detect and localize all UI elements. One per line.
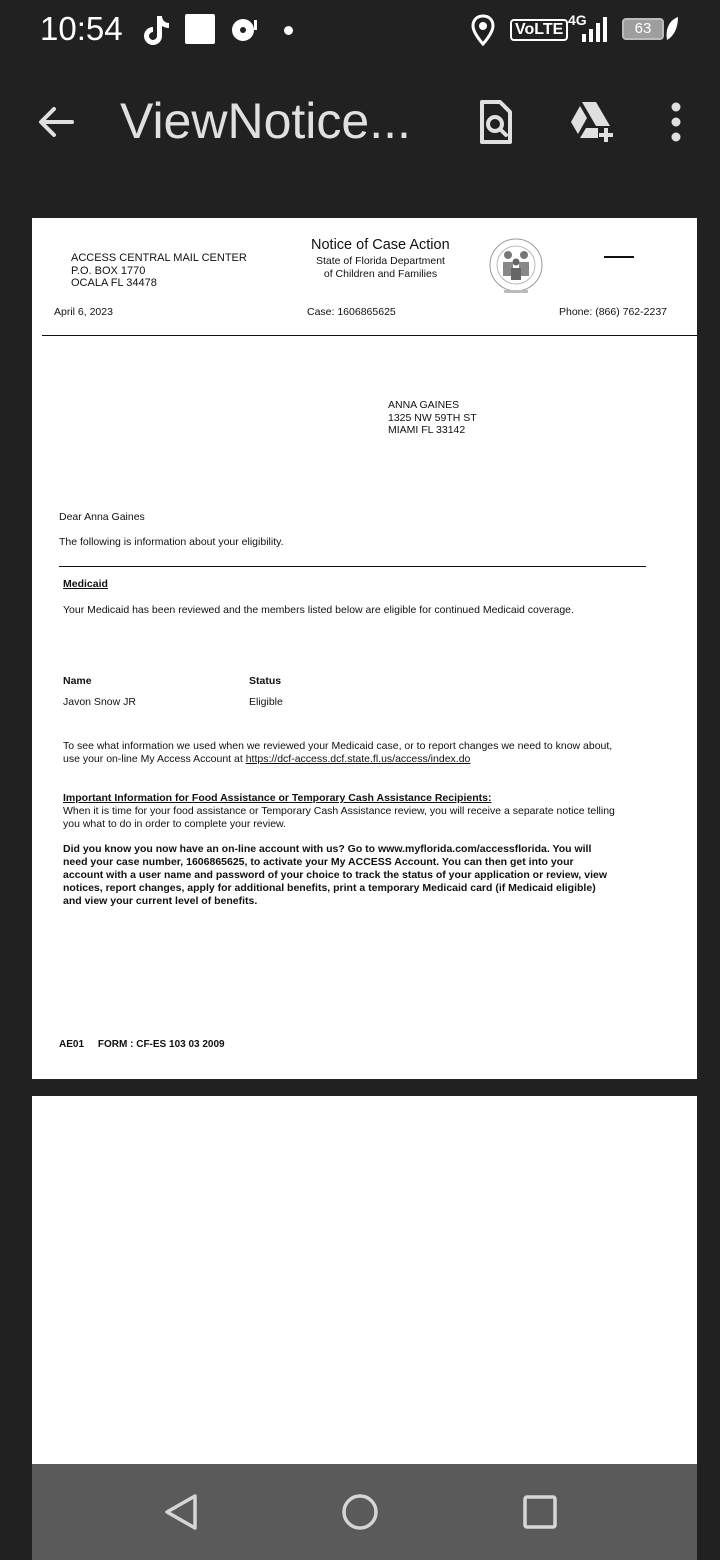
bold-line: and view your current level of benefits.: [63, 895, 258, 907]
important-text: [63, 805, 615, 831]
nav-back-icon[interactable]: [162, 1492, 202, 1532]
recipient-address: [388, 399, 477, 437]
sender-line: ACCESS CENTRAL MAIL CENTER: [71, 252, 247, 264]
sender-line: P.O. BOX 1770: [71, 264, 146, 277]
info-line: [63, 753, 612, 766]
intro-text: The following is information about your eligibility.: [59, 536, 284, 548]
form-code: AE01 FORM : CF-ES 103 03 2009: [59, 1039, 225, 1050]
nav-recents-icon[interactable]: [520, 1492, 560, 1532]
signal-icon: [580, 14, 608, 44]
sender-line: OCALA FL 34478: [71, 277, 157, 289]
case-number: Case: 1606865625: [307, 306, 396, 318]
bold-line: notices, report changes, apply for additional benefits, print a temporary Medicaid card (if Medicaid eligible): [63, 882, 596, 894]
dcf-seal-logo: [488, 238, 544, 296]
back-arrow-icon[interactable]: [32, 100, 80, 144]
info-line-text: use your on-line My Access Account at: [63, 753, 246, 765]
drive-add-icon[interactable]: [566, 98, 614, 146]
notice-subtitle: [316, 255, 445, 280]
section-text: Your Medicaid has been reviewed and the members listed below are eligible for continued Medicaid coverage.: [63, 604, 574, 616]
pdf-page-2[interactable]: [32, 1096, 697, 1464]
sender-address: [71, 252, 247, 290]
media-notification-icon: [230, 14, 260, 44]
subtitle-line: State of Florida Department: [316, 255, 445, 267]
access-link[interactable]: https://dcf-access.dcf.state.fl.us/access/index.do: [245, 753, 471, 765]
battery-level: 63: [622, 18, 664, 40]
pdf-page-1[interactable]: [32, 218, 697, 1079]
notice-date: April 6, 2023: [54, 306, 113, 318]
notification-square-icon: [185, 14, 215, 44]
online-account-paragraph: [63, 843, 607, 908]
phone-number: Phone: (866) 762-2237: [559, 306, 667, 318]
subtitle-line: of Children and Families: [323, 267, 438, 280]
header-divider: [42, 335, 697, 336]
location-icon: [470, 14, 496, 46]
greeting: Dear Anna Gaines: [59, 511, 145, 523]
tiktok-icon: [140, 14, 170, 46]
find-in-page-icon[interactable]: [472, 98, 520, 146]
navigation-bar: [32, 1464, 697, 1560]
recipient-line: MIAMI FL 33142: [388, 424, 466, 436]
bold-line: need your case number, 1606865625, to activate your My ACCESS Account. You can then get into your: [63, 856, 574, 868]
important-title: Important Information for Food Assistance or Temporary Cash Assistance Recipients:: [63, 792, 492, 804]
status-bar: [0, 0, 720, 60]
more-notifications-dot-icon: [284, 26, 293, 35]
more-vert-icon[interactable]: [656, 98, 696, 146]
table-header-status: Status: [249, 675, 282, 687]
section-divider: [59, 566, 646, 567]
app-bar: [0, 60, 720, 185]
volte-badge: VoLTE: [510, 19, 568, 41]
network-type: 4G: [568, 12, 587, 28]
status-time: 10:54: [40, 10, 123, 47]
table-cell-name: Javon Snow JR: [63, 696, 136, 708]
info-paragraph: [63, 740, 612, 766]
notice-title: Notice of Case Action: [311, 237, 450, 253]
bold-line: account with a user name and password of your choice to track the status of your application or review, view: [63, 869, 607, 881]
bold-line: Did you know you now have an on-line account with us? Go to www.myflorida.com/accessflorida. You will: [63, 843, 592, 855]
header-dash: [604, 256, 634, 258]
important-line: When it is time for your food assistance or Temporary Cash Assistance review, you will receive a separate notice telling: [63, 805, 615, 817]
important-line: you what to do in order to complete your review.: [63, 818, 286, 830]
nav-home-icon[interactable]: [340, 1492, 380, 1532]
info-line: To see what information we used when we reviewed your Medicaid case, or to report changes we need to know about,: [63, 740, 613, 752]
section-title-medicaid: Medicaid: [63, 578, 108, 590]
recipient-line: 1325 NW 59TH ST: [388, 411, 477, 424]
battery-saver-leaf-icon: [664, 14, 680, 42]
recipient-line: ANNA GAINES: [388, 399, 460, 411]
table-header-name: Name: [63, 675, 92, 687]
document-title: ViewNotice...: [120, 93, 411, 149]
table-cell-status: Eligible: [249, 696, 283, 708]
